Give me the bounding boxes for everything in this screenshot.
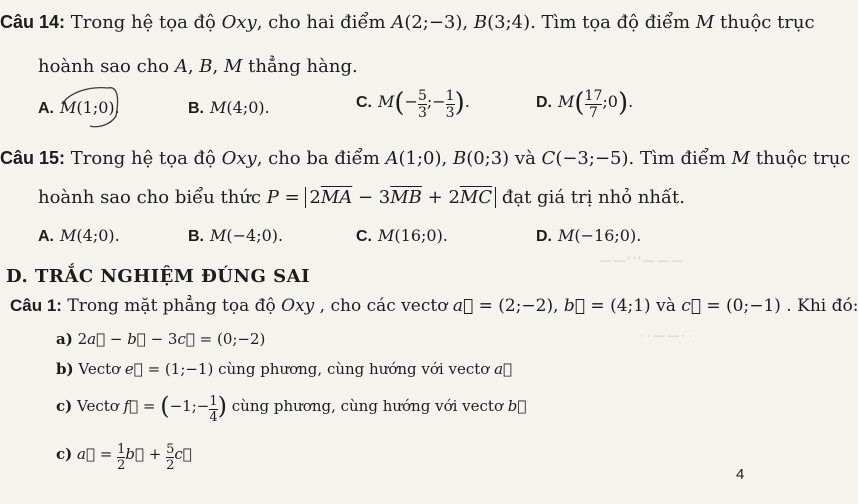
q15-option-a[interactable]: A. M(4;0). xyxy=(38,226,120,245)
q14-line2: hoành sao cho A, B, M thẳng hàng. xyxy=(38,56,358,77)
c1-item-b[interactable]: b) Vectơ e⃗ = (1;−1) cùng phương, cùng hướng với vectơ a⃗ xyxy=(56,360,513,378)
bleed-through-text: — — ′ ′ ′ — — — xyxy=(600,255,683,267)
q15-option-c[interactable]: C. M(16;0). xyxy=(356,226,448,245)
c1-item-c[interactable]: c) Vectơ f⃗ = (−1;− $\frac{1}{4}$ ) cùng phương, cùng hướng với vectơ b⃗ xyxy=(56,392,527,425)
c1-item-a[interactable]: a) 2a⃗ − b⃗ − 3c⃗ = (0;−2) xyxy=(56,330,266,348)
q14-label: Câu 14: xyxy=(0,12,66,32)
q15-line1: Câu 15: Trong hệ tọa độ Oxy, cho ba điểm A(1;0), B(0;3) và C(−3;−5). Tìm điểm M thuộc trục xyxy=(0,148,851,169)
c1-item-d[interactable]: c) a⃗ = $\frac{1}{2}$ b⃗ + $\frac{5}{2}$ c⃗ xyxy=(56,442,192,473)
q14-line1: Câu 14: Trong hệ tọa độ Oxy, cho hai điểm A(2;−3), B(3;4). Tìm tọa độ điểm M thuộc trục xyxy=(0,12,815,33)
q15-option-b[interactable]: B. M(−4;0). xyxy=(188,226,284,245)
c1-label: Câu 1: xyxy=(10,296,62,315)
q15-option-d[interactable]: D. M(−16;0). xyxy=(536,226,642,245)
q14-option-a[interactable]: A. M(1;0). xyxy=(38,98,120,117)
q14-option-b[interactable]: B. M(4;0). xyxy=(188,98,270,117)
section-title: D. TRẮC NGHIỆM ĐÚNG SAI xyxy=(6,266,310,287)
c1-line1: Câu 1: Trong mặt phẳng tọa độ Oxy , cho các vectơ a⃗ = (2;−2), b⃗ = (4;1) và c⃗ = (0;−1) . Khi đó: xyxy=(10,296,858,316)
q15-line2: hoành sao cho biểu thức $P = 2\overline{MA} - 3\overline{MB} + 2\overline{MC}$ đạt giá trị nhỏ nhất. xyxy=(38,187,686,208)
q14-option-c[interactable]: C. M(− $\frac{5}{3}$ ;− $\frac{1}{3}$ ). xyxy=(356,88,470,121)
page-number: 4 xyxy=(736,466,745,483)
q15-label: Câu 15: xyxy=(0,148,66,168)
bleed-through-text: · · — — · · xyxy=(640,330,692,342)
q14-option-d[interactable]: D. M( $\frac{17}{7}$ ;0). xyxy=(536,88,634,121)
handwritten-circle-mark xyxy=(50,82,140,132)
